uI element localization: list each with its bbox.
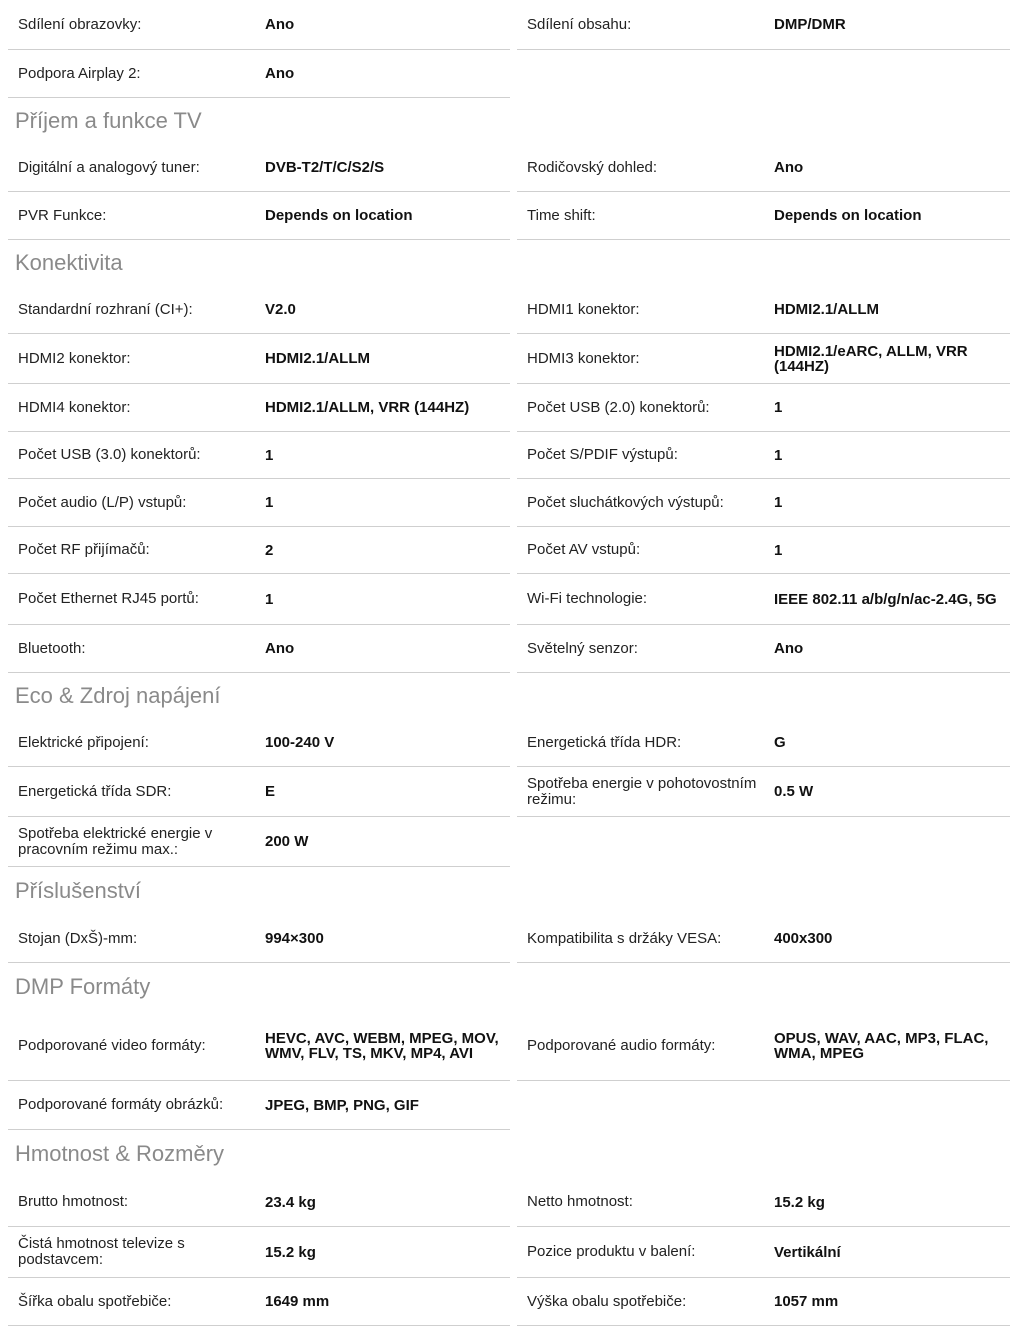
spec-row (517, 0, 1010, 50)
spec-column-right (510, 0, 1020, 98)
spec-label: Počet RF přijímačů: (18, 541, 150, 558)
spec-label: Sdílení obrazovky: (18, 15, 142, 33)
spec-label: Podporované formáty obrázků: (18, 1096, 224, 1113)
spec-row (8, 144, 510, 192)
spec-value: Ano (255, 641, 510, 656)
spec-column-right (510, 286, 1020, 673)
spec-row (517, 479, 1010, 527)
spec-label: Čistá hmotnost televize s podstavcem: (18, 1235, 185, 1268)
spec-section (0, 915, 1028, 963)
spec-value: Ano (255, 17, 510, 32)
spec-row (8, 0, 510, 50)
spec-row (517, 1081, 1010, 1130)
spec-row (8, 384, 510, 432)
spec-row (517, 767, 1010, 817)
spec-value: 1 (255, 592, 510, 607)
spec-row (8, 1278, 510, 1326)
spec-row (517, 1011, 1010, 1081)
spec-value: HDMI2.1/eARC, ALLM, VRR (144HZ) (764, 344, 1010, 374)
spec-value: HDMI2.1/ALLM (255, 351, 510, 366)
spec-label: Kompatibilita s držáky VESA: (527, 929, 722, 947)
spec-column-left (0, 915, 510, 963)
spec-row (8, 432, 510, 479)
spec-label: Počet AV vstupů: (527, 541, 641, 558)
spec-value: Depends on location (764, 208, 1010, 223)
spec-column-left (0, 1011, 510, 1130)
spec-label: Spotřeba elektrické energie v pracovním režimu max.: (18, 824, 213, 858)
spec-value: 1 (255, 495, 510, 510)
spec-value: 15.2 kg (764, 1195, 1010, 1210)
spec-label: Počet audio (L/P) vstupů: (18, 493, 187, 511)
spec-label: Podporované audio formáty: (527, 1036, 716, 1054)
spec-value: 400x300 (764, 931, 1010, 946)
spec-label: Spotřeba energie v pohotovostním režimu: (527, 774, 757, 808)
spec-value: HDMI2.1/ALLM, VRR (144HZ) (255, 400, 510, 415)
spec-value: Depends on location (255, 208, 510, 223)
section-title: Hmotnost & Rozměry (15, 1141, 225, 1166)
spec-row (8, 719, 510, 767)
spec-label: Šířka obalu spotřebiče: (18, 1292, 172, 1310)
spec-row (8, 527, 510, 574)
spec-value: 1057 mm (764, 1294, 1010, 1309)
spec-value: 2 (255, 543, 510, 558)
spec-column-left (0, 1178, 510, 1326)
section-title: DMP Formáty (15, 974, 151, 999)
spec-label: Počet S/PDIF výstupů: (527, 446, 678, 463)
spec-value: Ano (764, 160, 1010, 175)
spec-value: 100-240 V (255, 735, 510, 750)
spec-column-right (510, 915, 1020, 963)
spec-row (517, 527, 1010, 574)
spec-value: G (764, 735, 1010, 750)
spec-row (517, 1178, 1010, 1227)
spec-label: Digitální a analogový tuner: (18, 158, 200, 176)
spec-column-right (510, 144, 1020, 240)
spec-section (0, 286, 1028, 673)
spec-value: DMP/DMR (764, 17, 1010, 32)
spec-value: E (255, 784, 510, 799)
spec-section (0, 1011, 1028, 1130)
spec-row (517, 432, 1010, 479)
spec-row (517, 915, 1010, 963)
spec-label: Elektrické připojení: (18, 733, 149, 751)
spec-row (517, 50, 1010, 98)
spec-column-left (0, 144, 510, 240)
spec-section (0, 719, 1028, 867)
spec-row (517, 574, 1010, 625)
spec-label: HDMI3 konektor: (527, 349, 640, 367)
spec-label: HDMI4 konektor: (18, 398, 131, 416)
spec-row (8, 767, 510, 817)
spec-label: Sdílení obsahu: (527, 15, 632, 33)
spec-section (0, 0, 1028, 98)
spec-value: DVB-T2/T/C/S2/S (255, 160, 510, 175)
spec-column-right (510, 1178, 1020, 1326)
spec-value: HDMI2.1/ALLM (764, 302, 1010, 317)
spec-label: Energetická třída SDR: (18, 782, 172, 800)
spec-row (517, 144, 1010, 192)
spec-label: HDMI2 konektor: (18, 349, 131, 367)
spec-column-left (0, 0, 510, 98)
spec-section (0, 144, 1028, 240)
spec-row (8, 192, 510, 240)
spec-row (8, 286, 510, 334)
spec-row (517, 719, 1010, 767)
spec-column-left (0, 286, 510, 673)
spec-row (8, 1081, 510, 1130)
spec-label: Pozice produktu v balení: (527, 1243, 696, 1260)
spec-label: Počet Ethernet RJ45 portů: (18, 590, 199, 607)
spec-label: Podpora Airplay 2: (18, 64, 141, 82)
spec-row (517, 625, 1010, 673)
spec-column-right (510, 1011, 1020, 1130)
spec-value: JPEG, BMP, PNG, GIF (255, 1098, 510, 1113)
spec-value: OPUS, WAV, AAC, MP3, FLAC, WMA, MPEG (764, 1031, 1010, 1061)
spec-column-left (0, 719, 510, 867)
spec-label: Počet sluchátkových výstupů: (527, 493, 724, 511)
spec-value: 23.4 kg (255, 1195, 510, 1210)
spec-row (8, 334, 510, 384)
section-title: Eco & Zdroj napájení (15, 683, 221, 708)
spec-row (8, 50, 510, 98)
spec-value: HEVC, AVC, WEBM, MPEG, MOV, WMV, FLV, TS, MKV, MP4, AVI (255, 1031, 510, 1061)
spec-value: 1 (764, 400, 1010, 415)
spec-label: Energetická třída HDR: (527, 733, 682, 751)
spec-row (517, 192, 1010, 240)
spec-label: Počet USB (3.0) konektorů: (18, 446, 201, 463)
spec-value: 15.2 kg (255, 1245, 510, 1260)
spec-row (517, 334, 1010, 384)
spec-row (8, 817, 510, 867)
spec-row (517, 817, 1010, 867)
section-title: Příjem a funkce TV (15, 108, 202, 133)
spec-row (8, 1227, 510, 1278)
spec-label: Stojan (DxŠ)-mm: (18, 929, 138, 947)
spec-row (8, 479, 510, 527)
spec-value: 1 (255, 448, 510, 463)
spec-value: IEEE 802.11 a/b/g/n/ac-2.4G, 5G (764, 592, 1010, 607)
spec-row (8, 625, 510, 673)
spec-row (517, 1278, 1010, 1326)
spec-value: Ano (255, 66, 510, 81)
spec-section (0, 1178, 1028, 1326)
spec-value: 1 (764, 495, 1010, 510)
spec-row (517, 384, 1010, 432)
spec-row (517, 286, 1010, 334)
section-title: Konektivita (15, 250, 123, 275)
spec-row (8, 574, 510, 625)
spec-column-right (510, 719, 1020, 867)
spec-label: Světelný senzor: (527, 639, 638, 657)
spec-label: Počet USB (2.0) konektorů: (527, 398, 710, 416)
spec-label: Brutto hmotnost: (18, 1193, 129, 1210)
spec-label: PVR Funkce: (18, 206, 107, 224)
spec-label: Výška obalu spotřebiče: (527, 1292, 687, 1310)
spec-label: Wi-Fi technologie: (527, 590, 648, 607)
section-title: Příslušenství (15, 878, 141, 903)
spec-value: 1 (764, 543, 1010, 558)
spec-value: 1649 mm (255, 1294, 510, 1309)
spec-label: HDMI1 konektor: (527, 300, 640, 318)
spec-value: 1 (764, 448, 1010, 463)
spec-label: Rodičovský dohled: (527, 158, 658, 176)
spec-value: 0.5 W (764, 784, 1010, 799)
spec-label: Podporované video formáty: (18, 1036, 206, 1054)
spec-row (8, 1011, 510, 1081)
spec-label: Time shift: (527, 206, 596, 224)
spec-value: Vertikální (764, 1245, 1010, 1260)
spec-value: 200 W (255, 834, 510, 849)
spec-label: Netto hmotnost: (527, 1193, 633, 1210)
spec-value: Ano (764, 641, 1010, 656)
spec-value: 994×300 (255, 931, 510, 946)
spec-row (517, 1227, 1010, 1278)
spec-label: Standardní rozhraní (CI+): (18, 300, 193, 318)
spec-row (8, 1178, 510, 1227)
spec-value: V2.0 (255, 302, 510, 317)
spec-label: Bluetooth: (18, 639, 86, 657)
spec-row (8, 915, 510, 963)
